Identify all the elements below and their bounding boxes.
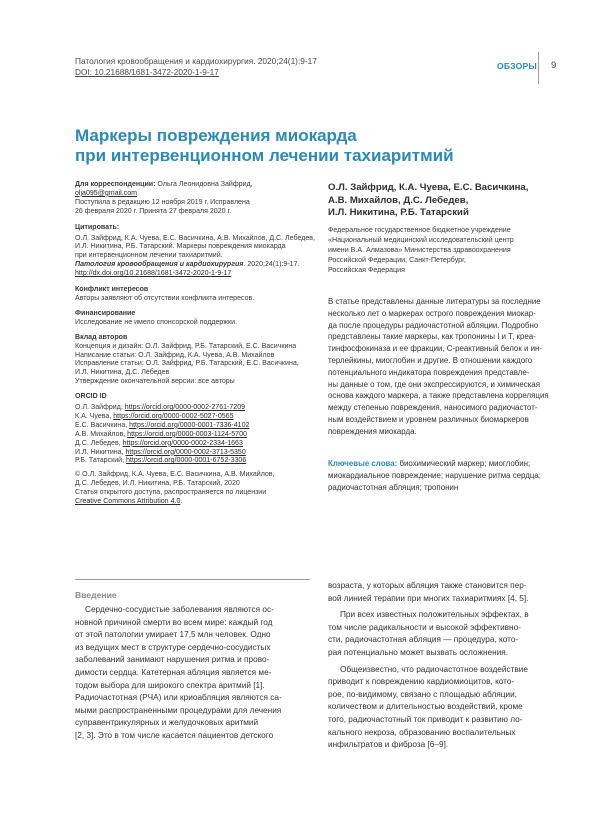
article-info-column — [75, 181, 315, 507]
received-date: Поступила в редакцию 12 ноября 2019 г. Исправлена — [75, 198, 250, 206]
contributions-heading: Вклад авторов — [75, 333, 128, 341]
body-line: При всех известных положительных эффектах, в — [340, 610, 529, 620]
conflict-text: Авторы заявляют об отсутствии конфликта интересов. — [75, 294, 255, 302]
body-line: вой линией терапии при многих тахиаритмиях [4, 5]. — [328, 593, 529, 603]
funding-heading: Финансирование — [75, 309, 136, 317]
body-line: количеством и длительностью воздействий, кроме — [328, 702, 523, 712]
orcid-heading: ORCID ID — [75, 393, 107, 401]
abstract-line: несколько лет о маркерах острого повреждения миокар- — [328, 308, 536, 318]
body-line: том числе радикальности и высокой эффективно- — [328, 622, 521, 632]
journal-citation-line: Патология кровообращения и кардиохирургия. 2020;24(1):9-17 — [75, 56, 317, 66]
citation-line: при интервенционном лечении тахиаритмий. — [75, 252, 223, 260]
abstract-line: терлейкины, миоглобин и другие. В отношении каждого — [328, 355, 533, 365]
license-link-line: Creative Commons Attribution 4.0. — [75, 498, 183, 506]
copyright-line: Д.С. Лебедев, И.Л. Никитина, Р.Б. Татарский, 2020 — [75, 480, 240, 488]
journal-header — [75, 56, 317, 78]
copyright-line: © О.Л. Зайфрид, К.А. Чуева, Е.С. Васичкина, А.В. Михайлов, — [75, 471, 275, 479]
body-line: того, радиочастотный ток приводит к развитию ло- — [328, 714, 523, 724]
orcid-entry: А.В. Михайлов, https://orcid.org/0000-0003-1124-5700 — [75, 430, 247, 438]
orcid-entry: О.Л. Зайфрид, https://orcid.org/0000-0002-2761-7209 — [75, 404, 246, 412]
body-line: мыми распространенными процедурами для лечения — [75, 705, 282, 715]
correspondence-label: Для корреспонденции: — [75, 181, 156, 188]
abstract — [328, 296, 549, 438]
affiliation-line: Российской Федерации, Санкт-Петербург, — [328, 256, 466, 265]
citation-journal: Патология кровообращения и кардиохирургия — [75, 261, 244, 269]
body-line: приводит к повреждению кардиомиоцитов, кото- — [328, 677, 515, 687]
orcid-entry: И.Л. Никитина, https://orcid.org/0000-0002-3713-5350 — [75, 448, 246, 456]
body-line: новной причиной смерти во всем мире: каждый год — [75, 617, 273, 627]
affiliation-line: «Национальный медицинский исследовательский центр — [328, 236, 514, 245]
header-divider — [538, 52, 539, 84]
body-line: рое, по-видимому, связано с площадью абляции, — [328, 689, 517, 699]
body-line: заболеваний занимают нарушения ритма и прово- — [75, 655, 270, 665]
citation-journal-line — [75, 261, 307, 270]
body-line: Радиочастотная (РЧА) или криоабляция являются са- — [75, 693, 282, 703]
conflict-heading: Конфликт интересов — [75, 286, 149, 294]
title-line: Маркеры повреждения миокарда — [75, 126, 357, 145]
email-link[interactable]: olja095@gmail.com — [75, 189, 137, 197]
citation-line: О.Л. Зайфрид, К.А. Чуева, Е.С. Васичкина, А.В. Михайлов, Д.С. Лебедев, — [75, 234, 315, 242]
abstract-line: повреждения миокарда. — [328, 426, 417, 436]
contribution-line: И.Л. Никитина, Д.С. Лебедев — [75, 369, 170, 377]
body-line: возраста, у которых абляция также становится пер- — [328, 581, 527, 590]
body-line: от этой патологии умирает 17,5 млн человек. Одно — [75, 630, 271, 640]
abstract-line: между степенью повреждения, наносимого радиочастот- — [328, 403, 538, 413]
orcid-entry: Р.Б. Татарский, https://orcid.org/0000-0001-6752-3306 — [75, 457, 247, 465]
page-number: 9 — [551, 60, 557, 71]
body-line: Общеизвестно, что радиочастотное воздействие — [340, 664, 528, 674]
keywords-label: Ключевые слова: — [328, 459, 398, 468]
intro-right-column — [328, 580, 529, 752]
orcid-link[interactable]: https://orcid.org/0000-0002-2761-7209 — [124, 404, 246, 412]
contribution-line: Написание статьи: О.Л. Зайфрид, К.А. Чуева, А.В. Михайлов — [75, 351, 275, 359]
correspondence-line — [75, 181, 307, 190]
abstract-line: ным воздействием и уровнем различных биомаркеров — [328, 414, 529, 424]
body-line: [2, 3]. Это в том числе касается пациентов детского — [75, 730, 274, 740]
body-line: из ведущих мест в структуре сердечно-сосудистых — [75, 642, 271, 652]
keywords — [328, 458, 541, 493]
citation-doi-link[interactable]: http://dx.doi.org/10.21688/1681-3472-2020-1-9-17 — [75, 270, 232, 278]
correspondence-name: Ольга Леонидовна Зайфрид, — [155, 181, 253, 188]
license-line: Статья открытого доступа, распространяется по лицензии — [75, 489, 267, 497]
title-line: при интервенционном лечении тахиаритмий — [75, 146, 454, 165]
author-list — [328, 182, 528, 220]
intro-heading: Введение — [75, 590, 117, 600]
body-line: Сердечно-сосудистые заболевания являются ос- — [85, 605, 274, 614]
accepted-date: 26 февраля 2020 г. Принята 27 февраля 2020 г. — [75, 207, 232, 215]
orcid-entry: Е.С. Васичкина, https://orcid.org/0000-0001-7336-4102 — [75, 421, 250, 429]
abstract-line: потенциального индикатора повреждения представле- — [328, 367, 530, 377]
citation-heading: Цитировать: — [75, 223, 120, 231]
contribution-line: Концепция и дизайн: О.Л. Зайфрид, Р.Б. Татарский, Е.С. Васичкина — [75, 342, 297, 350]
body-line: суправентрикулярных и желудочковых аритмий — [75, 718, 259, 728]
affiliation — [328, 225, 514, 275]
body-line: кального некроза, образованию воспалительных — [328, 727, 516, 737]
orcid-link[interactable]: https://orcid.org/0000-0002-2334-1663 — [122, 439, 243, 447]
funding-text: Исследование не имело спонсорской поддержки. — [75, 318, 238, 326]
authors-line: О.Л. Зайфрид, К.А. Чуева, Е.С. Васичкина, — [328, 182, 529, 193]
contribution-line: Исправление статьи: О.Л. Зайфрид, Р.Б. Татарский, Е.С. Васичкина, — [75, 360, 299, 368]
keywords-line: Ключевые слова: биохимический маркер; миоглобин; — [328, 459, 531, 468]
license-link[interactable]: Creative Commons Attribution 4.0 — [75, 498, 181, 506]
doi-link[interactable]: DOI: 10.21688/1681-3472-2020-1-9-17 — [75, 67, 219, 77]
orcid-link[interactable]: https://orcid.org/0000-0003-1124-5700 — [127, 430, 247, 438]
affiliation-line: имени В.А. Алмазова» Министерства здравоохранения — [328, 246, 511, 255]
abstract-line: тинфосфокиназа и ее фракции, С-реактивный белок и ин- — [328, 344, 542, 354]
authors-line: И.Л. Никитина, Р.Б. Татарский — [328, 207, 469, 219]
body-line: инфильтратов и фиброза [6–9]. — [328, 740, 449, 750]
orcid-link[interactable]: https://orcid.org/0000-0002-3713-5350 — [125, 448, 246, 456]
contribution-line: Утверждение окончательной версии: все авторы — [75, 378, 235, 386]
affiliation-line: Федеральное государственное бюджетное учреждение — [328, 226, 511, 234]
section-label: ОБЗОРЫ — [497, 61, 538, 71]
section-divider — [75, 579, 310, 580]
abstract-line: да после процедуры радиочастотной абляции. Подробно — [328, 320, 539, 330]
body-line: тодом выбора для широкого спектра аритмий [1]. — [75, 680, 265, 690]
body-line: димости сердца. Катетерная абляция является ме- — [75, 667, 272, 677]
citation-line: И.Л. Никитина, Р.Б. Татарский. Маркеры повреждения миокарда — [75, 243, 286, 251]
keywords-line: радиочастотная абляция; тропонин — [328, 482, 459, 492]
abstract-line: В статье представлены данные литературы за последние — [328, 297, 541, 306]
article-title — [75, 126, 454, 166]
abstract-line: представлены такие маркеры, как тропонины I и T, креа- — [328, 332, 536, 342]
citation-journal-tail: . 2020;24(1):9-17. — [243, 261, 300, 269]
authors-line: А.В. Михайлов, Д.С. Лебедев, — [328, 194, 469, 206]
orcid-entry: К.А. Чуева, https://orcid.org/0000-0002-5027-0565 — [75, 412, 234, 420]
keywords-line: миокардиальное повреждение; нарушение ритма сердца; — [328, 470, 541, 480]
intro-left-column — [75, 604, 282, 743]
body-line: рая потенциально может вызвать осложнения. — [328, 647, 509, 657]
affiliation-line: Российская Федерация — [328, 266, 405, 275]
orcid-link[interactable]: https://orcid.org/0000-0001-6752-3306 — [126, 457, 247, 465]
abstract-line: основа каждого маркера, а также представлена корреляция — [328, 391, 549, 401]
orcid-link[interactable]: https://orcid.org/0000-0002-5027-0565 — [113, 412, 234, 420]
orcid-link[interactable]: https://orcid.org/0000-0001-7336-4102 — [129, 421, 250, 429]
abstract-line: ны данные о том, где они экспрессируются, и химическая — [328, 379, 541, 389]
orcid-entry: Д.С. Лебедев, https://orcid.org/0000-0002-2334-1663 — [75, 439, 243, 447]
body-line: сти, радиочастотная абляция — процедура, кото- — [328, 635, 519, 645]
